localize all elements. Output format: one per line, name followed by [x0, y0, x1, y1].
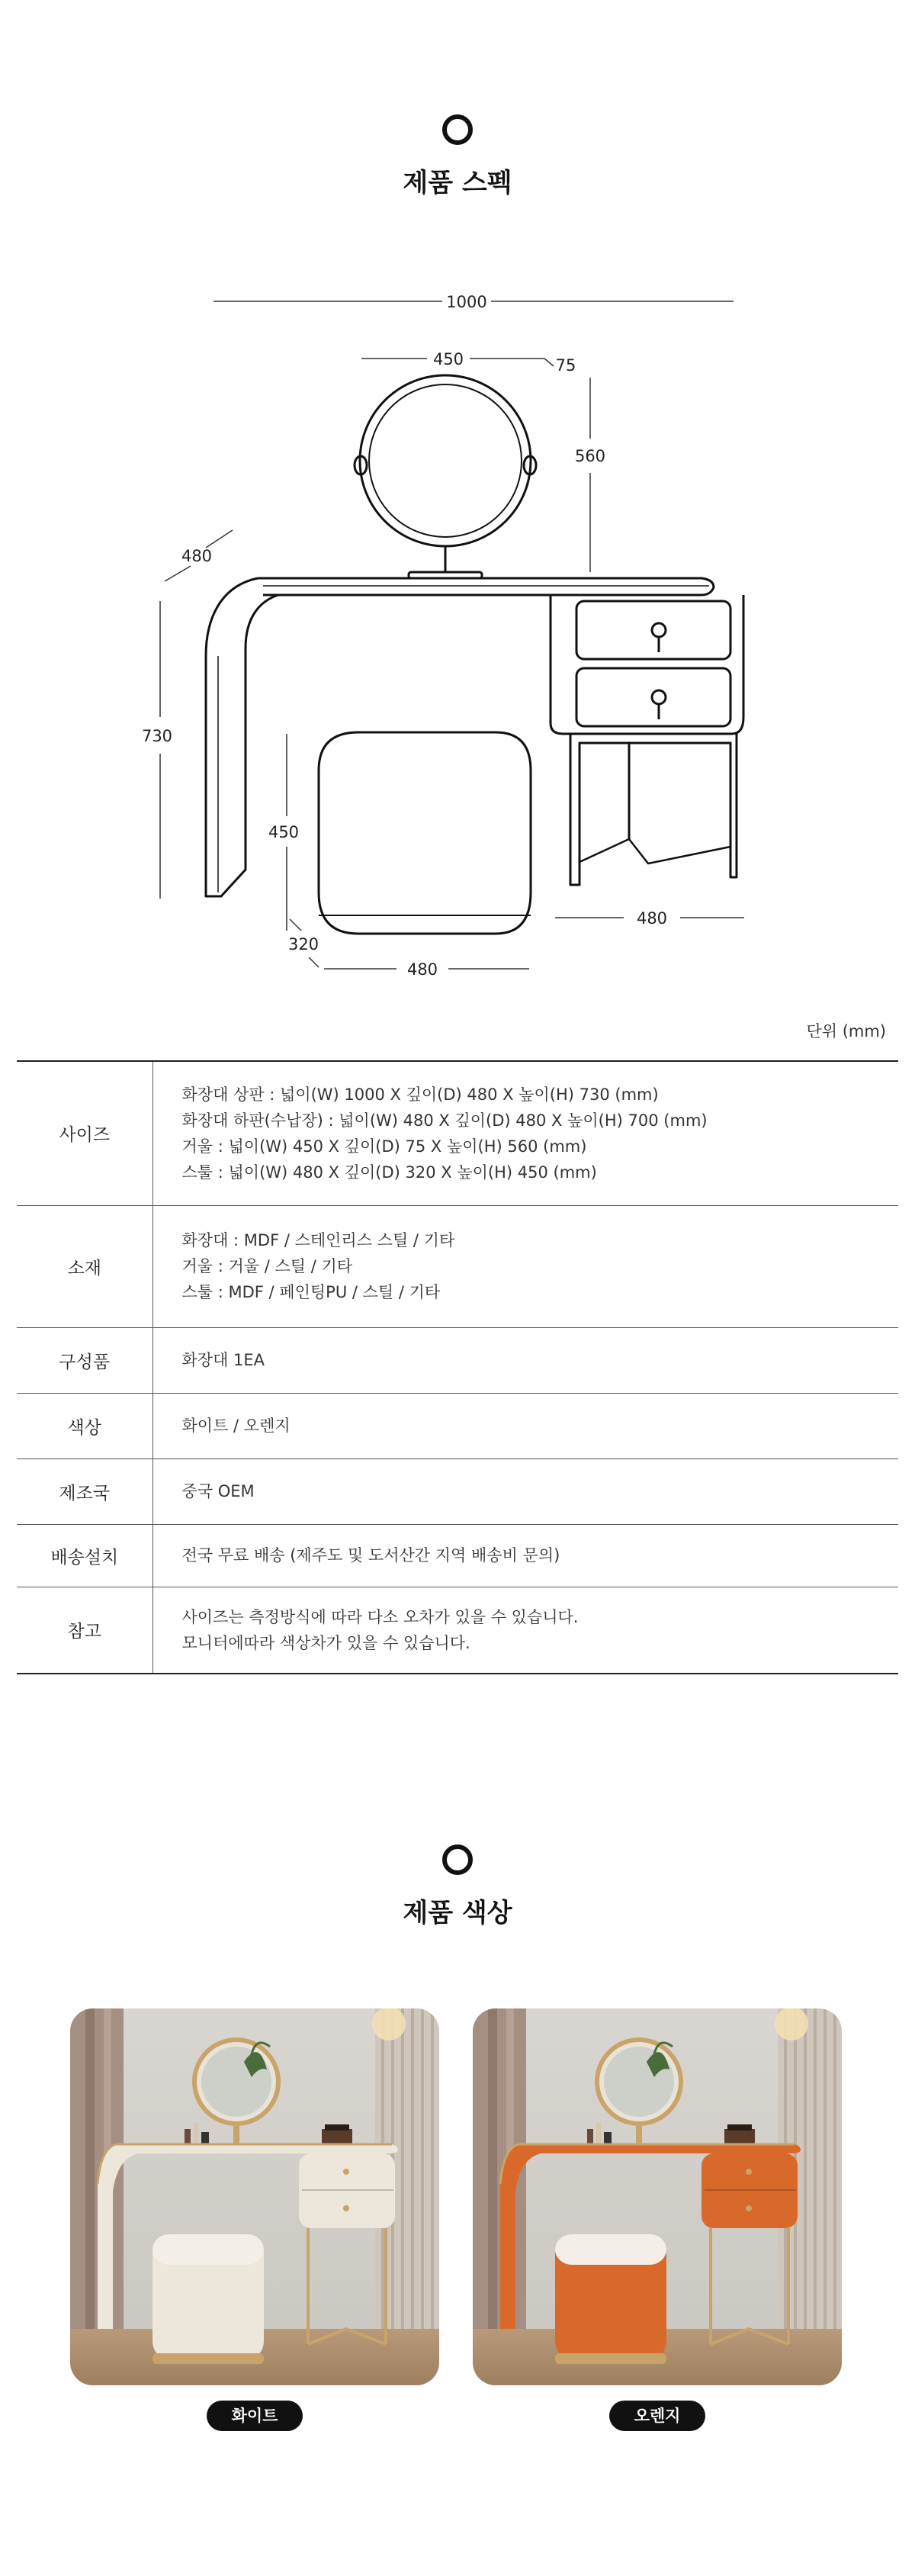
spec-row-shipping	[17, 1524, 898, 1587]
dim-desk-depth: 480	[181, 547, 213, 565]
dim-mirror-width: 450	[432, 350, 464, 368]
product-photo-white	[70, 2008, 439, 2385]
spec-row-origin	[17, 1458, 898, 1524]
spec-line: 스툴 : 넓이(W) 480 X 깊이(D) 320 X 높이(H) 450 (mm)	[181, 1163, 597, 1182]
dim-stool-width: 480	[406, 960, 438, 979]
spec-key: 사이즈	[17, 1061, 152, 1205]
spec-key: 구성품	[17, 1327, 152, 1393]
spec-value: 중국 OEM	[152, 1458, 898, 1524]
color-badge-white[interactable]: 화이트	[207, 2401, 303, 2431]
spec-line: 거울 : 거울 / 스틸 / 기타	[181, 1257, 353, 1275]
spec-line: 거울 : 넓이(W) 450 X 깊이(D) 75 X 높이(H) 560 (mm)	[181, 1137, 587, 1156]
spec-table	[17, 1060, 898, 1674]
spec-line: 모니터에따라 색상차가 있을 수 있습니다.	[181, 1633, 470, 1652]
spec-line: 사이즈는 측정방식에 따라 다소 오차가 있을 수 있습니다.	[181, 1607, 579, 1626]
dimension-diagram	[0, 259, 915, 992]
color-section-title: 제품 색상	[403, 1898, 512, 1928]
spec-key: 배송설치	[17, 1524, 152, 1587]
spec-row-size	[17, 1061, 898, 1205]
spec-line: 스툴 : MDF / 페인팅PU / 스틸 / 기타	[181, 1283, 441, 1301]
spec-value: 화이트 / 오렌지	[152, 1393, 898, 1458]
spec-row-color	[17, 1393, 898, 1458]
spec-section-title: 제품 스펙	[403, 168, 512, 198]
dim-total-width: 1000	[446, 293, 487, 311]
spec-value	[152, 1205, 898, 1327]
spec-line: 화장대 하판(수납장) : 넓이(W) 480 X 깊이(D) 480 X 높이(H) 700 (mm)	[181, 1111, 708, 1130]
section-marker-icon	[442, 1844, 473, 1875]
spec-value	[152, 1061, 898, 1205]
spec-row-components	[17, 1327, 898, 1393]
dim-stool-height: 450	[268, 823, 300, 841]
spec-value: 전국 무료 배송 (제주도 및 도서산간 지역 배송비 문의)	[152, 1524, 898, 1587]
color-badge-orange[interactable]: 오렌지	[609, 2401, 705, 2431]
spec-line: 화장대 : MDF / 스테인리스 스틸 / 기타	[181, 1231, 455, 1249]
dim-mirror-height: 560	[574, 447, 606, 465]
spec-key: 소재	[17, 1205, 152, 1327]
spec-key: 색상	[17, 1393, 152, 1458]
spec-value: 화장대 1EA	[152, 1327, 898, 1393]
spec-row-notes	[17, 1587, 898, 1674]
spec-line: 화장대 상판 : 넓이(W) 1000 X 깊이(D) 480 X 높이(H) 730 (mm)	[181, 1085, 659, 1104]
unit-label: 단위 (mm)	[806, 1022, 886, 1040]
dim-desk-height: 730	[141, 727, 173, 745]
section-marker-icon	[442, 114, 473, 145]
spec-row-material	[17, 1205, 898, 1327]
spec-key: 참고	[17, 1587, 152, 1674]
spec-value	[152, 1587, 898, 1674]
dim-mirror-offset: 75	[555, 356, 576, 375]
spec-key: 제조국	[17, 1458, 152, 1524]
product-photo-orange	[473, 2008, 842, 2385]
dim-stool-depth: 320	[287, 935, 319, 954]
dim-cabinet-width: 480	[636, 909, 668, 928]
